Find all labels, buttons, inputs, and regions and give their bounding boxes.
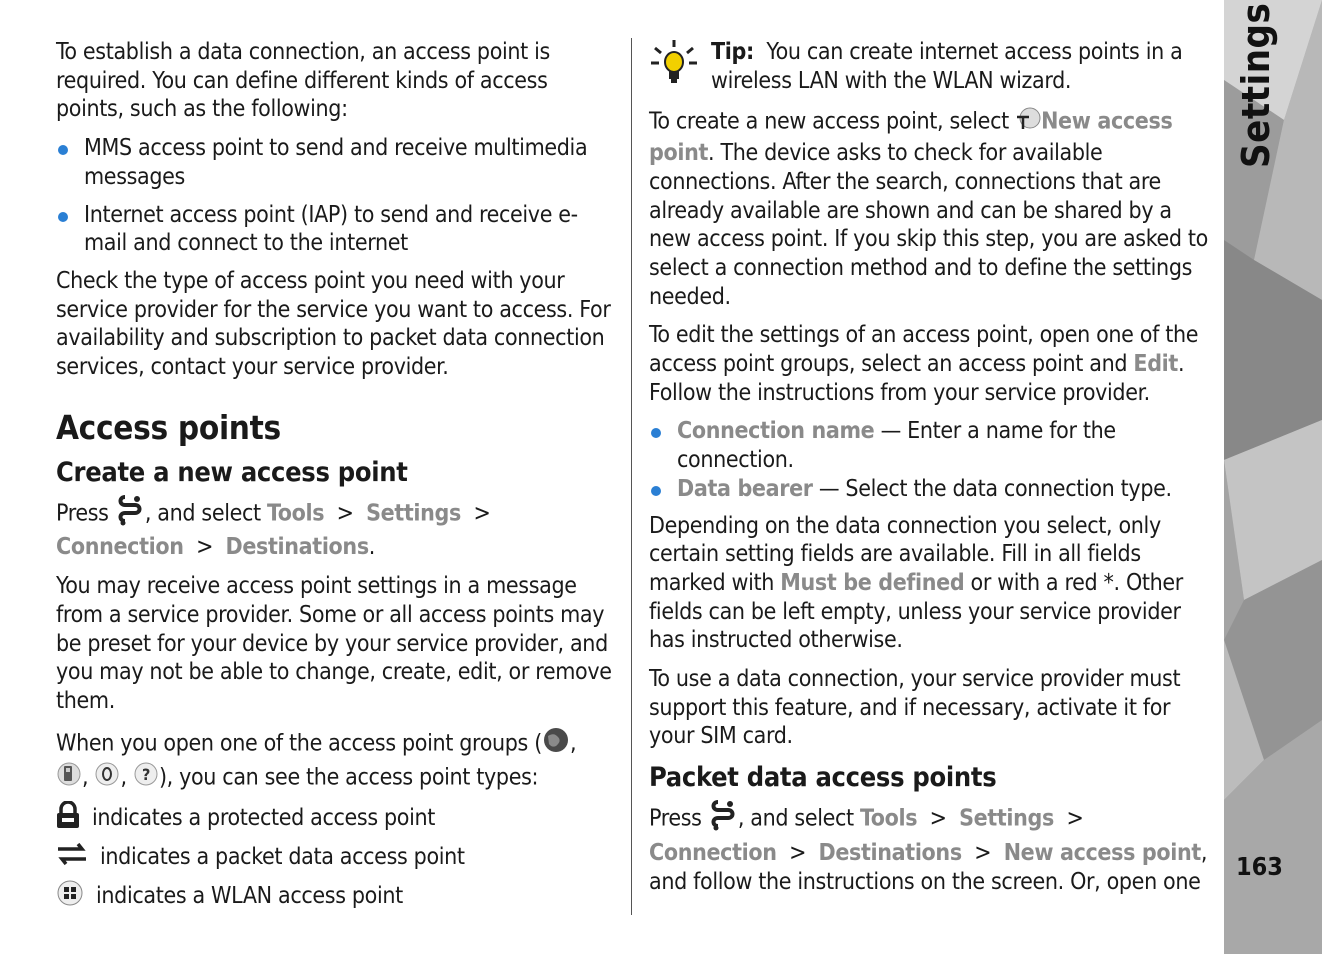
globe-icon (542, 726, 570, 762)
tip-text: Tip: You can create internet access points in a wireless LAN with the WLAN wizard. (711, 39, 1183, 94)
connection-link[interactable]: Connection (56, 534, 184, 561)
intro-paragraph: To establish a data connection, an access point is required. You can define different kinds of access points, such as the following: (56, 39, 550, 123)
new-access-point-link[interactable]: New access point (1003, 839, 1201, 866)
type-packet-row: indicates a packet data access point (56, 844, 620, 870)
menu-key-icon (115, 494, 145, 534)
question-icon (133, 761, 159, 795)
list-item: MMS access point to send and receive multimedia messages (56, 134, 620, 191)
new-access-point-link[interactable]: New access point (649, 108, 1173, 167)
edit-paragraph: To edit the settings of an access point, open one of the access point groups, select an access point and Edit. Follow the instructions from your service provider. (649, 322, 1199, 406)
tip-box (649, 38, 1211, 105)
wlan-icon (56, 879, 84, 913)
connection-name-option[interactable]: Connection name (677, 418, 875, 445)
heading-packet-data: Packet data access points (649, 762, 997, 794)
lock-icon (56, 801, 80, 835)
phone-icon (56, 761, 82, 795)
type-protected-row: indicates a protected access point (56, 805, 620, 831)
list-item: Data bearer — Select the data connection type. (649, 475, 1211, 504)
receive-paragraph: You may receive access point settings in a message from a service provider. Some or all access points may be preset for your device by your service provider, and you may not be able to change, create, edit, or remove them. (56, 573, 612, 714)
use-paragraph: To use a data connection, your service provider must support this feature, and if necessary, activate it for your SIM card. (649, 666, 1181, 750)
check-paragraph: Check the type of access point you need with your service provider for the service you want to access. For availability and subscription to packet data connection services, contact your service provider. (56, 267, 611, 381)
zero-icon (94, 761, 120, 795)
heading-access-points: Access points (56, 407, 281, 447)
must-be-defined-label: Must be defined (780, 569, 965, 596)
left-column (56, 38, 620, 922)
access-point-kinds-list (56, 134, 620, 258)
menu-key-icon (708, 799, 738, 839)
packet-instructions: Press , and select Tools > Settings > Connection > Destinations > New access point, and follow the instructions on the screen. Or, open one (649, 799, 1211, 896)
destinations-link[interactable]: Destinations (818, 839, 962, 866)
connection-link[interactable]: Connection (649, 839, 777, 866)
column-divider (631, 38, 632, 915)
svg-text:?: ? (141, 765, 150, 785)
list-item: Internet access point (IAP) to send and receive e-mail and connect to the internet (56, 201, 620, 258)
bulb-icon (649, 38, 699, 105)
section-title: Settings (1234, 2, 1278, 168)
page-number: 163 (1236, 852, 1283, 881)
type-wlan-row: indicates a WLAN access point (56, 883, 620, 909)
packet-arrows-icon (56, 841, 88, 873)
tools-link[interactable]: Tools (267, 500, 325, 527)
settings-link[interactable]: Settings (366, 500, 461, 527)
destinations-link[interactable]: Destinations (225, 534, 369, 561)
heading-create-access-point: Create a new access point (56, 456, 408, 488)
create-paragraph: To create a new access point, select New access point. The device asks to check for available connections. After the search, connections that are already available are shown and can be shared by a new access point. If you skip this step, you are asked to select a connection method and to define the settings needed. (649, 105, 1211, 311)
list-item: Connection name — Enter a name for the connection. (649, 417, 1211, 474)
groups-paragraph: When you open one of the access point groups ( , , , ? ), you can see the access point types: (56, 726, 620, 795)
new-ap-icon (1015, 105, 1041, 139)
depend-paragraph: Depending on the data connection you select, only certain setting fields are available. Fill in all fields marked with Must be defined or with a red *. Other fields can be left empty, unless your service provider has instructed otherwise. (649, 512, 1183, 654)
press-instructions: Press , and select Tools > Settings > Connection > Destinations. (56, 494, 620, 562)
data-bearer-option[interactable]: Data bearer (677, 475, 813, 502)
right-column (649, 38, 1211, 906)
settings-options-list (649, 417, 1211, 503)
settings-link[interactable]: Settings (959, 805, 1054, 832)
edit-link[interactable]: Edit (1133, 351, 1178, 378)
tools-link[interactable]: Tools (860, 805, 918, 832)
